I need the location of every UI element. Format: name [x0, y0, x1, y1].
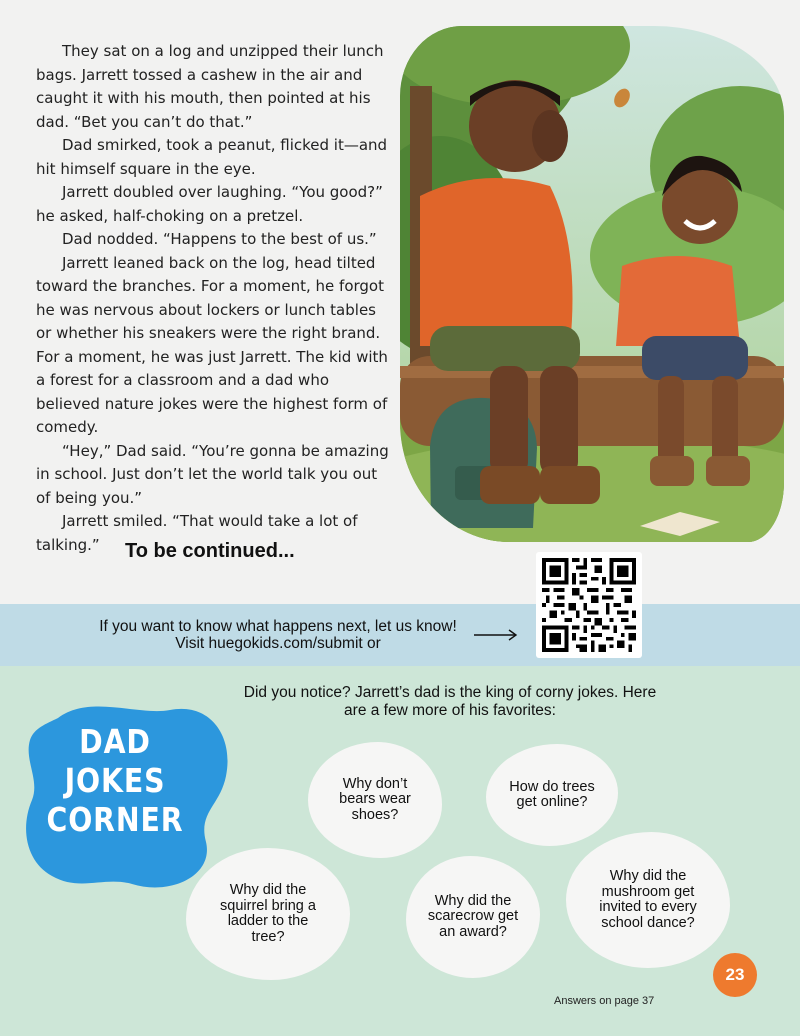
story-paragraph: Dad smirked, took a peanut, flicked it—and hit himself square in the eye. — [36, 136, 388, 178]
title-line: JOKES — [64, 761, 166, 800]
story-paragraph: “Hey,” Dad said. “You’re gonna be amazing in school. Just don’t let the world talk you out of being you.” — [36, 441, 389, 507]
joke-bubble — [308, 742, 442, 858]
joke-bubble — [186, 848, 350, 980]
joke-text: Why don’t bears wear shoes? — [339, 775, 411, 823]
joke-bubble — [566, 832, 730, 968]
joke-text: Why did the mushroom get invited to every school dance? — [599, 868, 697, 931]
story-illustration — [400, 26, 784, 542]
story-paragraph: Jarrett smiled. “That would take a lot of talking.” — [36, 512, 358, 554]
forest-illustration — [400, 26, 784, 542]
jokes-intro: Did you notice? Jarrett’s dad is the king of corny jokes. Here are a few more of his favorites: — [243, 684, 657, 719]
story-paragraph: They sat on a log and unzipped their lunch bags. Jarrett tossed a cashew in the air and caught it with his mouth, then pointed at his dad. “Bet you can’t do that.” — [36, 42, 384, 131]
joke-text: Why did the scarecrow get an award? — [427, 892, 519, 940]
story-text — [36, 40, 396, 557]
joke-text: Why did the squirrel bring a ladder to the tree? — [220, 882, 316, 945]
dad-jokes-corner-title — [42, 722, 188, 839]
answers-note: Answers on page 37 — [554, 995, 655, 1007]
story-paragraph: Jarrett leaned back on the log, head tilted toward the branches. For a moment, he forgot he was nervous about lockers or lunch tables or whether his sneakers were the right brand. For a moment, he was just Jarrett. The kid with a forest for a classroom and a dad who believed nature jokes were the highest form of comedy. — [36, 253, 388, 436]
title-line: DAD — [79, 722, 151, 761]
to-be-continued: To be continued... — [125, 540, 295, 562]
story-paragraph: Jarrett doubled over laughing. “You good?” he asked, half-choking on a pretzel. — [36, 183, 383, 225]
joke-bubble — [406, 856, 540, 978]
title-line: CORNER — [46, 800, 184, 839]
story-paragraph: Dad nodded. “Happens to the best of us.” — [62, 230, 377, 248]
joke-text: How do trees get online? — [509, 778, 595, 810]
qr-code[interactable] — [536, 552, 642, 658]
cta-text: If you want to know what happens next, let us know! Visit huegokids.com/submit or — [99, 618, 457, 652]
arrow-right-icon — [473, 628, 519, 642]
page-number-badge: 23 — [713, 953, 757, 997]
qr-code-icon — [542, 558, 636, 652]
